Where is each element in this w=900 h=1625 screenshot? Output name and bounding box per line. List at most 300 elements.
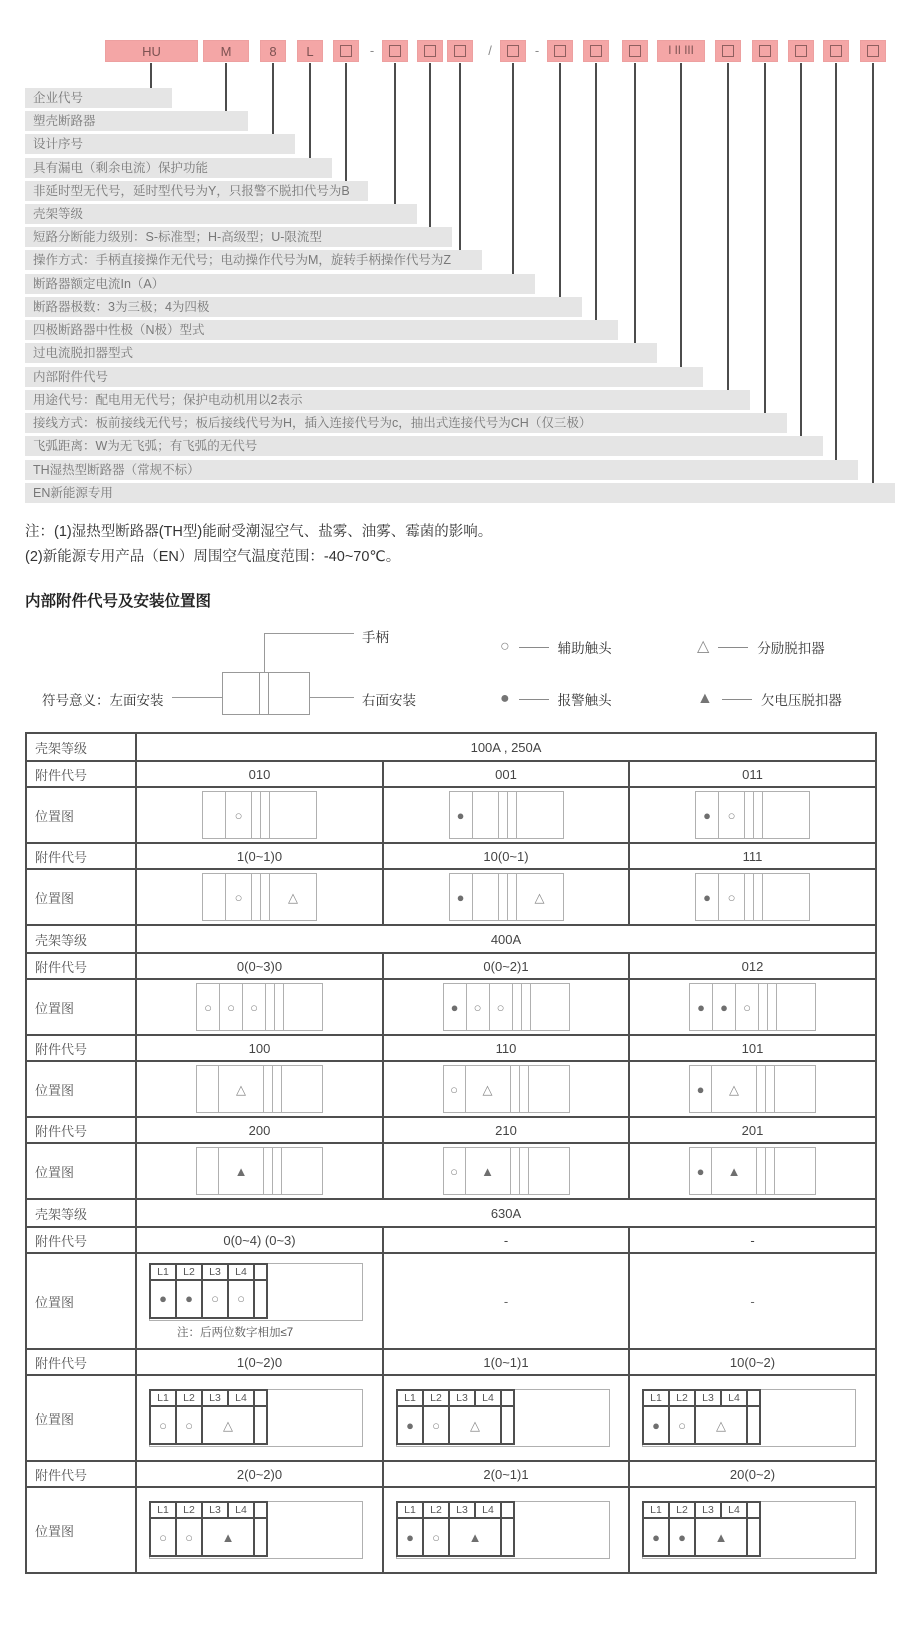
position-diagram — [202, 873, 317, 921]
position-diagram-cell — [136, 1253, 383, 1349]
code-box-design — [260, 40, 286, 62]
pole-header: L1 — [150, 1264, 176, 1280]
row-label-cell: 附件代号 — [26, 1227, 136, 1253]
accessory-code-row — [26, 1227, 876, 1253]
shunt-release-symbol: △ — [470, 1417, 480, 1433]
code-box-placeholder — [447, 40, 473, 62]
position-diagram — [202, 791, 317, 839]
accessory-code-cell: 20(0~2) — [629, 1461, 876, 1487]
accessory-code-cell: 200 — [136, 1117, 383, 1143]
ladder-line — [429, 63, 431, 227]
aux-contact-symbol: ○ — [678, 1417, 686, 1433]
legend-item-undervoltage-release — [697, 689, 842, 709]
code-text: M — [220, 43, 232, 59]
accessory-code-cell: 111 — [629, 843, 876, 869]
legend-dash — [718, 647, 748, 648]
placeholder-square-icon — [554, 45, 566, 57]
right-pointer-line — [310, 697, 354, 698]
legend-item-label: 辅助触头 — [557, 641, 612, 656]
code-box-placeholder — [715, 40, 741, 62]
aux-contact-symbol: ○ — [204, 999, 212, 1015]
legend-dash — [519, 647, 549, 648]
accessory-code-cell: 001 — [383, 761, 629, 787]
position-diagram — [149, 1389, 363, 1447]
aux-contact-symbol: ○ — [237, 1291, 245, 1306]
shunt-release-symbol: △ — [534, 889, 545, 905]
row-label-cell: 附件代号 — [26, 953, 136, 979]
pole-header: L3 — [695, 1502, 721, 1518]
alarm-contact-symbol: ● — [697, 999, 705, 1015]
placeholder-square-icon — [424, 45, 436, 57]
alarm-contact-symbol: ● — [652, 1417, 660, 1433]
pole-header: L4 — [475, 1502, 501, 1518]
position-diagram-cell — [383, 979, 629, 1035]
accessory-code-cell: 010 — [136, 761, 383, 787]
position-diagram — [449, 873, 564, 921]
frame-rating-cell: 400A — [136, 925, 876, 953]
legend-item-label: 欠电压脱扣器 — [760, 693, 842, 708]
ladder-line — [272, 63, 274, 134]
position-diagram-cell — [136, 979, 383, 1035]
ladder-line — [634, 63, 636, 343]
accessory-code-cell: 0(0~3)0 — [136, 953, 383, 979]
alarm-contact-symbol: ● — [652, 1529, 660, 1545]
ladder-line — [835, 63, 837, 460]
pole-header: L1 — [643, 1390, 669, 1406]
position-diagram-cell — [383, 1487, 629, 1573]
position-diagram-cell — [136, 787, 383, 843]
shunt-release-symbol: △ — [236, 1081, 246, 1097]
code-box-placeholder — [500, 40, 526, 62]
aux-contact-symbol: ○ — [727, 889, 736, 905]
accessory-code-cell: 101 — [629, 1035, 876, 1061]
undervoltage-release-symbol: ▲ — [468, 1529, 482, 1545]
accessory-table — [25, 732, 877, 1574]
position-diagram — [689, 983, 816, 1031]
code-box-mccb — [203, 40, 249, 62]
placeholder-square-icon — [722, 45, 734, 57]
position-diagram-cell — [383, 1143, 629, 1199]
pole-header: L2 — [176, 1390, 202, 1406]
pole-header: L4 — [228, 1502, 254, 1518]
alarm-contact-symbol: ● — [185, 1291, 193, 1306]
right-install-label: 右面安装 — [362, 693, 416, 708]
pole-header: L2 — [669, 1390, 695, 1406]
code-box-placeholder — [417, 40, 443, 62]
pole-header: L2 — [423, 1502, 449, 1518]
legend-dash — [519, 699, 549, 700]
row-label-cell: 位置图 — [26, 979, 136, 1035]
pole-header: L2 — [176, 1264, 202, 1280]
placeholder-square-icon — [759, 45, 771, 57]
alarm-contact-symbol: ● — [703, 807, 711, 823]
position-diagram-row — [26, 1061, 876, 1117]
undervoltage-release-icon: ▲ — [697, 690, 713, 707]
placeholder-square-icon — [590, 45, 602, 57]
position-diagram — [443, 1147, 570, 1195]
pole-header: L1 — [150, 1502, 176, 1518]
position-diagram — [449, 791, 564, 839]
ladder-label: 断路器极数：3为三极；4为四极 — [25, 297, 582, 317]
empty-dash-cell: - — [629, 1253, 876, 1349]
code-box-company — [105, 40, 198, 62]
position-diagram-row — [26, 869, 876, 925]
accessory-code-row — [26, 843, 876, 869]
aux-contact-symbol: ○ — [727, 807, 736, 823]
ladder-line — [727, 63, 729, 390]
breaker-outline — [222, 672, 310, 715]
ladder-line — [595, 63, 597, 320]
pole-header-empty — [501, 1390, 514, 1406]
pole-header-empty — [747, 1502, 760, 1518]
position-diagram-cell — [136, 1061, 383, 1117]
legend-item-shunt-release — [697, 637, 825, 657]
ladder-label: 用途代号：配电用无代号；保护电动机用以2表示 — [25, 390, 750, 410]
aux-contact-symbol: ○ — [250, 999, 258, 1015]
pole-header: L3 — [449, 1502, 475, 1518]
code-box-placeholder — [860, 40, 886, 62]
undervoltage-release-symbol: ▲ — [481, 1163, 494, 1179]
row-label-cell: 附件代号 — [26, 843, 136, 869]
ladder-label: 内部附件代号 — [25, 367, 703, 387]
code-separator: - — [369, 43, 375, 58]
aux-contact-symbol: ○ — [234, 807, 243, 823]
ladder-line — [512, 63, 514, 274]
ladder-line — [764, 63, 766, 413]
position-diagram-cell — [136, 869, 383, 925]
aux-contact-symbol: ○ — [473, 999, 482, 1015]
accessory-code-cell: 100 — [136, 1035, 383, 1061]
pole-header: L3 — [449, 1390, 475, 1406]
row-label-cell: 位置图 — [26, 1253, 136, 1349]
ladder-label: 四极断路器中性极（N极）型式 — [25, 320, 618, 340]
code-text: I II III — [668, 45, 694, 57]
ladder-label: 具有漏电（剩余电流）保护功能 — [25, 158, 332, 178]
ladder-label: 短路分断能力级别：S-标准型；H-高级型；U-限流型 — [25, 227, 452, 247]
alarm-contact-symbol: ● — [696, 1163, 705, 1179]
position-diagram-row — [26, 1375, 876, 1461]
position-diagram-cell — [629, 1061, 876, 1117]
accessory-code-row — [26, 1461, 876, 1487]
empty-dash-cell: - — [383, 1253, 629, 1349]
accessory-code-row — [26, 1035, 876, 1061]
handle-pointer-vline — [264, 633, 265, 672]
frame-rating-cell: 100A , 250A — [136, 733, 876, 761]
breaker-slot — [259, 673, 269, 714]
alarm-contact-symbol: ● — [456, 807, 465, 823]
ladder-line — [225, 63, 227, 111]
ladder-line — [345, 63, 347, 181]
position-diagram-row — [26, 1143, 876, 1199]
code-box-placeholder — [382, 40, 408, 62]
position-diagram-cell — [136, 1375, 383, 1461]
position-diagram — [443, 1065, 570, 1113]
position-diagram-row — [26, 1487, 876, 1573]
row-label-cell: 附件代号 — [26, 1461, 136, 1487]
position-diagram — [689, 1065, 816, 1113]
position-diagram-cell — [629, 787, 876, 843]
ladder-label: 塑壳断路器 — [25, 111, 248, 131]
legend-item-aux-contact — [500, 637, 612, 657]
pole-header: L1 — [643, 1502, 669, 1518]
accessory-code-cell: 012 — [629, 953, 876, 979]
accessory-code-cell: 10(0~2) — [629, 1349, 876, 1375]
alarm-contact-symbol: ● — [159, 1291, 167, 1306]
shunt-release-symbol: △ — [288, 889, 298, 905]
placeholder-square-icon — [795, 45, 807, 57]
pole-header: L4 — [228, 1390, 254, 1406]
position-diagram — [149, 1263, 363, 1321]
position-diagram-cell — [383, 787, 629, 843]
shunt-release-symbol: △ — [482, 1081, 493, 1097]
row-label-cell: 位置图 — [26, 787, 136, 843]
alarm-contact-symbol: ● — [678, 1529, 686, 1545]
position-diagram — [149, 1501, 363, 1559]
pole-header: L4 — [721, 1502, 747, 1518]
accessory-code-cell: 10(0~1) — [383, 843, 629, 869]
ladder-label: 壳架等级 — [25, 204, 417, 224]
accessory-code-cell: 1(0~1)0 — [136, 843, 383, 869]
handle-pointer-hline — [264, 633, 354, 634]
accessory-code-cell: 1(0~1)1 — [383, 1349, 629, 1375]
frame-rating-row — [26, 1199, 876, 1227]
meaning-label: 符号意义：左面安装 — [42, 693, 164, 708]
row-label-cell: 壳架等级 — [26, 925, 136, 953]
pole-header-empty — [254, 1264, 267, 1280]
pole-header-empty — [747, 1390, 760, 1406]
row-label-cell: 位置图 — [26, 869, 136, 925]
position-diagram-cell — [629, 979, 876, 1035]
shunt-release-symbol: △ — [729, 1081, 740, 1097]
position-diagram-cell — [383, 1375, 629, 1461]
code-text: HU — [142, 43, 161, 59]
note-line-2: (2)新能源专用产品（EN）周围空气温度范围：-40~70℃。 — [25, 549, 401, 565]
frame-rating-row — [26, 733, 876, 761]
code-box-placeholder — [583, 40, 609, 62]
aux-contact-symbol: ○ — [496, 999, 505, 1015]
accessory-code-row — [26, 761, 876, 787]
ladder-line — [394, 63, 396, 204]
row-label-cell: 壳架等级 — [26, 1199, 136, 1227]
row-label-cell: 位置图 — [26, 1143, 136, 1199]
position-diagram — [396, 1389, 610, 1447]
accessory-code-row — [26, 1349, 876, 1375]
notes-block — [25, 520, 492, 570]
note-line-1: 注：(1)湿热型断路器(TH型)能耐受潮湿空气、盐雾、油雾、霉菌的影响。 — [25, 524, 493, 540]
diagram-note: 注：后两位数字相加≤7 — [177, 1326, 294, 1339]
row-label-cell: 位置图 — [26, 1487, 136, 1573]
accessory-code-cell: - — [383, 1227, 629, 1253]
frame-rating-row — [26, 925, 876, 953]
code-box-placeholder — [788, 40, 814, 62]
code-separator: / — [488, 43, 492, 58]
position-diagram — [396, 1501, 610, 1559]
ladder-line — [872, 63, 874, 483]
accessory-code-cell: 0(0~2)1 — [383, 953, 629, 979]
code-box-placeholder — [333, 40, 359, 62]
alarm-contact-symbol: ● — [703, 889, 711, 905]
row-label-cell: 壳架等级 — [26, 733, 136, 761]
aux-contact-symbol: ○ — [227, 999, 235, 1015]
position-diagram — [642, 1501, 856, 1559]
position-diagram-cell — [383, 869, 629, 925]
position-diagram — [695, 791, 810, 839]
row-label-cell: 附件代号 — [26, 1349, 136, 1375]
shunt-release-symbol: △ — [223, 1417, 233, 1433]
shunt-release-icon: △ — [697, 638, 710, 655]
pole-header: L1 — [397, 1502, 423, 1518]
pole-header-empty — [254, 1502, 267, 1518]
ladder-label: 过电流脱扣器型式 — [25, 343, 657, 363]
position-diagram — [689, 1147, 816, 1195]
ladder-label: 飞弧距离：W为无飞弧；有飞弧的无代号 — [25, 436, 823, 456]
ladder-line — [150, 63, 152, 88]
pole-header: L2 — [176, 1502, 202, 1518]
accessory-code-cell: 201 — [629, 1117, 876, 1143]
position-diagram-cell — [629, 1375, 876, 1461]
row-label-cell: 位置图 — [26, 1375, 136, 1461]
code-box-placeholder — [752, 40, 778, 62]
code-text: L — [306, 43, 314, 59]
ladder-line — [309, 63, 311, 158]
pole-header-empty — [501, 1502, 514, 1518]
auxiliary-contact-icon: ○ — [500, 638, 510, 655]
position-diagram-cell — [629, 1487, 876, 1573]
pole-header: L4 — [721, 1390, 747, 1406]
accessory-code-cell: 2(0~2)0 — [136, 1461, 383, 1487]
placeholder-square-icon — [629, 45, 641, 57]
accessory-code-row — [26, 953, 876, 979]
aux-contact-symbol: ○ — [450, 1081, 458, 1097]
accessory-code-cell: 0(0~4) (0~3) — [136, 1227, 383, 1253]
pole-header: L2 — [669, 1502, 695, 1518]
ladder-label: 操作方式：手柄直接操作无代号；电动操作代号为M，旋转手柄操作代号为Z — [25, 250, 482, 270]
position-diagram — [196, 983, 323, 1031]
code-box-accessory — [657, 40, 705, 62]
accessory-code-cell: 2(0~1)1 — [383, 1461, 629, 1487]
frame-rating-cell: 630A — [136, 1199, 876, 1227]
page-title: 内部附件代号及安装位置图 — [25, 593, 212, 610]
undervoltage-release-symbol: ▲ — [714, 1529, 728, 1545]
aux-contact-symbol: ○ — [234, 889, 243, 905]
alarm-contact-symbol: ● — [720, 999, 728, 1015]
ladder-label: 接线方式：板前接线无代号；板后接线代号为H，插入连接代号为c，抽出式连接代号为CH（仅三极） — [25, 413, 787, 433]
ladder-line — [459, 63, 461, 250]
aux-contact-symbol: ○ — [159, 1417, 167, 1433]
aux-contact-symbol: ○ — [450, 1163, 458, 1179]
position-diagram-row — [26, 1253, 876, 1349]
pole-header: L4 — [228, 1264, 254, 1280]
row-label-cell: 附件代号 — [26, 1035, 136, 1061]
code-separator: - — [534, 43, 540, 58]
accessory-code-cell: 1(0~2)0 — [136, 1349, 383, 1375]
ladder-label: 断路器额定电流In（A） — [25, 274, 535, 294]
alarm-contact-symbol: ● — [406, 1529, 414, 1545]
ladder-label: 企业代号 — [25, 88, 172, 108]
aux-contact-symbol: ○ — [185, 1417, 193, 1433]
legend-item-alarm-contact — [500, 689, 612, 709]
aux-contact-symbol: ○ — [432, 1417, 440, 1433]
position-diagram-cell — [629, 869, 876, 925]
alarm-contact-icon: ● — [500, 690, 510, 707]
pole-header: L3 — [202, 1264, 228, 1280]
position-diagram-cell — [383, 1061, 629, 1117]
accessory-code-cell: 011 — [629, 761, 876, 787]
pole-header-empty — [254, 1390, 267, 1406]
alarm-contact-symbol: ● — [450, 999, 459, 1015]
ladder-line — [559, 63, 561, 297]
undervoltage-release-symbol: ▲ — [234, 1163, 248, 1179]
pole-header: L3 — [202, 1502, 228, 1518]
row-label-cell: 位置图 — [26, 1061, 136, 1117]
aux-contact-symbol: ○ — [159, 1529, 167, 1545]
accessory-code-cell: - — [629, 1227, 876, 1253]
alarm-contact-symbol: ● — [456, 889, 465, 905]
ladder-label: 非延时型无代号，延时型代号为Y，只报警不脱扣代号为B — [25, 181, 368, 201]
row-label-cell: 附件代号 — [26, 1117, 136, 1143]
shunt-release-symbol: △ — [716, 1417, 726, 1433]
position-diagram — [695, 873, 810, 921]
placeholder-square-icon — [389, 45, 401, 57]
ladder-line — [800, 63, 802, 436]
legend-dash — [722, 699, 752, 700]
ladder-label: EN新能源专用 — [25, 483, 895, 503]
position-diagram — [196, 1147, 323, 1195]
aux-contact-symbol: ○ — [211, 1291, 219, 1306]
pole-header: L4 — [475, 1390, 501, 1406]
undervoltage-release-symbol: ▲ — [727, 1163, 741, 1179]
pole-header: L1 — [397, 1390, 423, 1406]
pole-header: L2 — [423, 1390, 449, 1406]
accessory-code-row — [26, 1117, 876, 1143]
handle-label: 手柄 — [362, 630, 389, 645]
placeholder-square-icon — [507, 45, 519, 57]
position-diagram — [642, 1389, 856, 1447]
ladder-line — [680, 63, 682, 367]
code-box-leakage — [297, 40, 323, 62]
ladder-label: 设计序号 — [25, 134, 295, 154]
row-label-cell: 附件代号 — [26, 761, 136, 787]
ladder-label: TH湿热型断路器（常规不标） — [25, 460, 858, 480]
placeholder-square-icon — [867, 45, 879, 57]
pole-header: L3 — [202, 1390, 228, 1406]
placeholder-square-icon — [830, 45, 842, 57]
accessory-code-cell: 210 — [383, 1117, 629, 1143]
placeholder-square-icon — [454, 45, 466, 57]
aux-contact-symbol: ○ — [185, 1529, 193, 1545]
aux-contact-symbol: ○ — [743, 999, 751, 1015]
alarm-contact-symbol: ● — [696, 1081, 705, 1097]
position-diagram-cell — [136, 1143, 383, 1199]
code-text: 8 — [269, 43, 277, 59]
alarm-contact-symbol: ● — [406, 1417, 414, 1433]
position-diagram-cell — [629, 1143, 876, 1199]
position-diagram-cell — [136, 1487, 383, 1573]
legend-item-label: 分励脱扣器 — [757, 641, 825, 656]
position-diagram — [443, 983, 570, 1031]
accessory-code-cell: 110 — [383, 1035, 629, 1061]
code-box-placeholder — [547, 40, 573, 62]
pole-header: L3 — [695, 1390, 721, 1406]
position-diagram-row — [26, 979, 876, 1035]
code-box-placeholder — [622, 40, 648, 62]
undervoltage-release-symbol: ▲ — [221, 1529, 235, 1545]
placeholder-square-icon — [340, 45, 352, 57]
pole-header: L1 — [150, 1390, 176, 1406]
aux-contact-symbol: ○ — [432, 1529, 440, 1545]
code-box-placeholder — [823, 40, 849, 62]
legend-item-label: 报警触头 — [557, 693, 612, 708]
